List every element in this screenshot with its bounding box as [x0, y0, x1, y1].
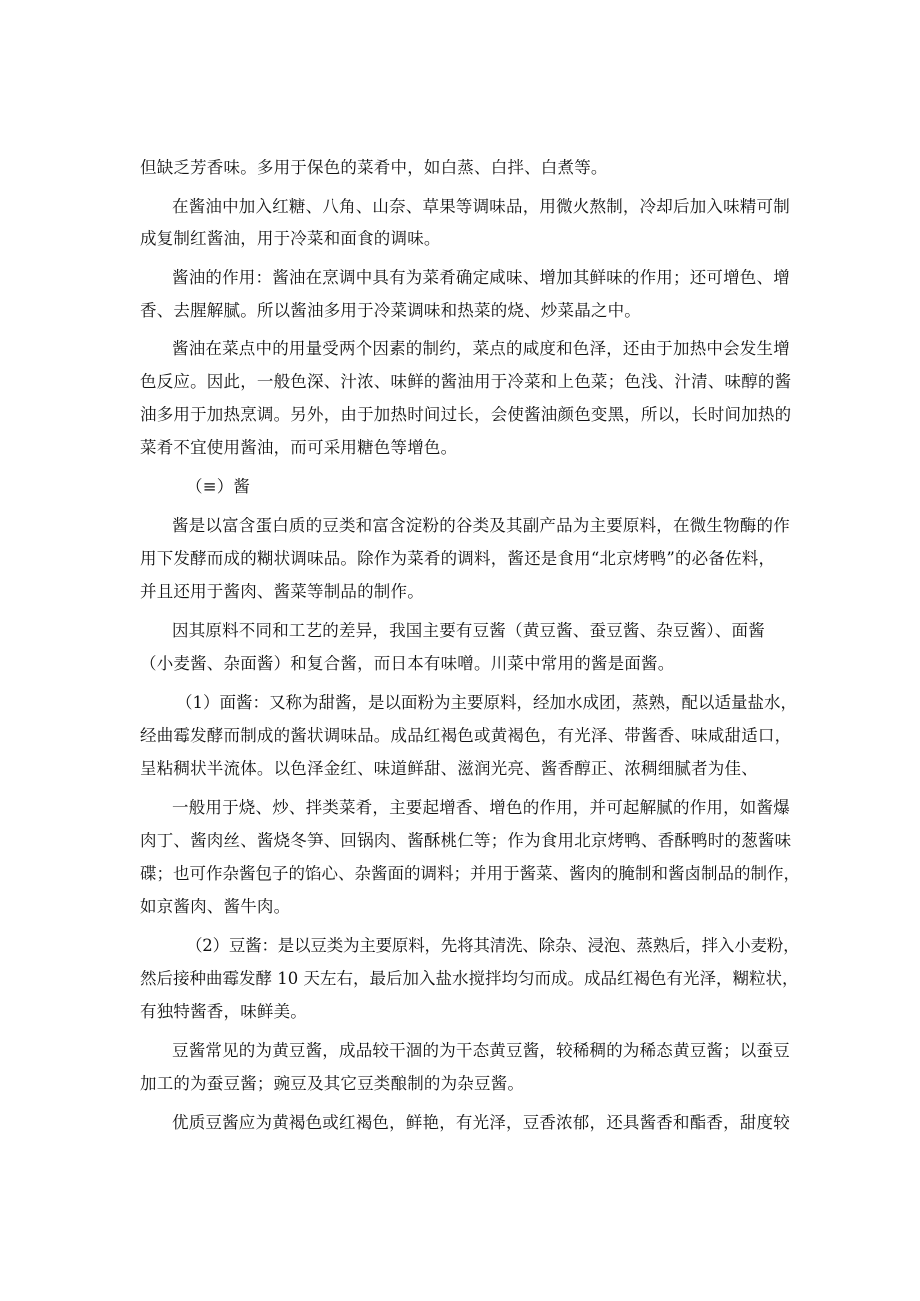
- text-line: 成复制红酱油，用于冷菜和面食的调味。: [140, 229, 441, 248]
- text-line: 酱是以富含蛋白质的豆类和富含淀粉的谷类及其副产品为主要原料，在微生物酶的作: [172, 516, 790, 535]
- text-line: 菜肴不宜使用酱油，而可采用糖色等增色。: [140, 438, 458, 457]
- text-line: 然后接种曲霉发酵 10 天左右，最后加入盐水搅拌均匀而成。成品红褐色有光泽，糊粒状，: [140, 969, 799, 988]
- text-line: （2）豆酱：是以豆类为主要原料，先将其清洗、除杂、浸泡、蒸熟后，拌入小麦粉，: [186, 936, 800, 955]
- text-line: 加工的为蚕豆酱；豌豆及其它豆类酿制的为杂豆酱。: [140, 1074, 525, 1093]
- text-line: 豆酱常见的为黄豆酱，成品较干涸的为干态黄豆酱，较稀稠的为稀态黄豆酱；以蚕豆: [172, 1041, 790, 1060]
- text-line: 碟；也可作杂酱包子的馅心、杂酱面的调料；并用于酱菜、酱肉的腌制和酱卤制品的制作，: [140, 864, 800, 883]
- text-line: 如京酱肉、酱牛肉。: [140, 897, 291, 916]
- text-line: 有独特酱香，味鲜美。: [140, 1002, 307, 1021]
- text-line: 但缺乏芳香味。多用于保色的菜肴中，如白蒸、白拌、白煮等。: [140, 158, 608, 177]
- text-line: 香、去腥解腻。所以酱油多用于冷菜调味和热菜的烧、炒菜晶之中。: [140, 301, 641, 320]
- text-line: 经曲霉发酵而制成的酱状调味品。成品红褐色或黄褐色，有光泽、带酱香、味咸甜适口，: [140, 726, 792, 745]
- section-heading: （≡）酱: [186, 477, 251, 496]
- text-line: 在酱油中加入红糖、八角、山奈、草果等调味品，用微火熬制，冷却后加入味精可制: [172, 197, 790, 216]
- text-line: 油多用于加热烹调。另外，由于加热时间过长，会使酱油颜色变黑，所以，长时间加热的: [140, 405, 792, 424]
- text-line: 酱油在菜点中的用量受两个因素的制约，菜点的咸度和色泽，还由于加热中会发生增: [172, 339, 790, 358]
- text-line: （1）面酱：又称为甜酱，是以面粉为主要原料，经加水成团，蒸熟，配以适量盐水，: [176, 693, 797, 712]
- text-line: 因其原料不同和工艺的差异，我国主要有豆酱（黄豆酱、蚕豆酱、杂豆酱）、面酱: [172, 621, 765, 640]
- text-line: 呈粘稠状半流体。以色泽金红、味道鲜甜、滋润光亮、酱香醇正、浓稠细腻者为佳、: [140, 759, 758, 778]
- text-line: 一般用于烧、炒、拌类菜肴，主要起增香、增色的作用，并可起解腻的作用，如酱爆: [172, 798, 790, 817]
- text-line: 优质豆酱应为黄褐色或红褐色，鲜艳，有光泽，豆香浓郁，还具酱香和酯香，甜度较: [172, 1113, 790, 1132]
- text-line: （小麦酱、杂面酱）和复合酱，而日本有味噌。川菜中常用的酱是面酱。: [140, 654, 675, 673]
- text-line: 酱油的作用：酱油在烹调中具有为菜肴确定咸味、增加其鲜味的作用；还可增色、增: [172, 268, 790, 287]
- text-line: 肉丁、酱肉丝、酱烧冬笋、回锅肉、酱酥桃仁等；作为食用北京烤鸭、香酥鸭时的葱酱味: [140, 831, 792, 850]
- text-line: 色反应。因此，一般色深、汁浓、味鲜的酱油用于冷菜和上色菜；色浅、汁清、味醇的酱: [140, 372, 792, 391]
- text-line: 用下发酵而成的糊状调味品。除作为菜肴的调料，酱还是食用“北京烤鸭”的必备佐料，: [140, 549, 776, 568]
- text-line: 并且还用于酱肉、酱菜等制品的制作。: [140, 582, 424, 601]
